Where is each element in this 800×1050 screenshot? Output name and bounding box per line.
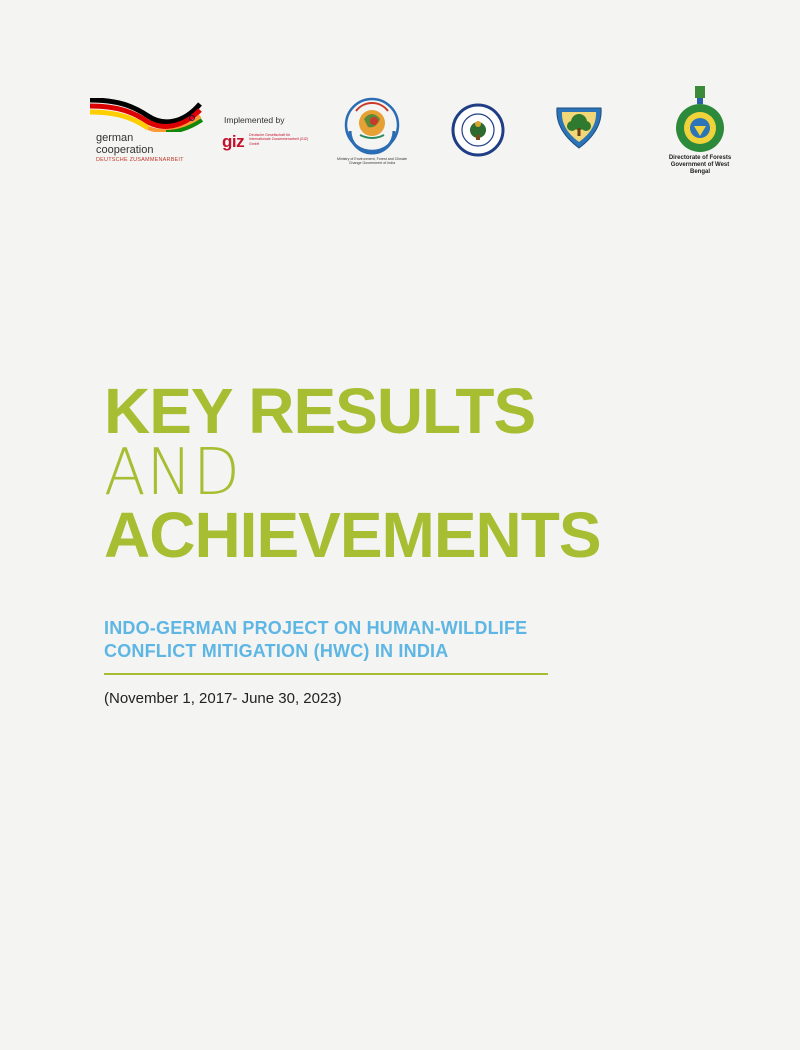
tree-shield-icon	[551, 102, 607, 152]
flag-wave-icon	[88, 98, 208, 132]
giz-full-name: Deutsche Gesellschaft für Internationale Zusammenarbeit (GIZ) GmbH	[249, 133, 309, 146]
logo-row	[0, 0, 800, 200]
title-line-1: KEY RESULTS	[104, 375, 536, 447]
moef-emblem-icon	[336, 95, 408, 157]
title-line-2	[104, 436, 601, 510]
moef-logo	[336, 95, 408, 177]
title-line-3: ACHIEVEMENTS	[104, 499, 601, 571]
subtitle-line-2: CONFLICT MITIGATION (HWC) IN INDIA	[104, 641, 449, 661]
west-bengal-caption	[664, 155, 736, 176]
project-dates: (November 1, 2017- June 30, 2023)	[104, 690, 342, 707]
wb-caption-line2: Government of West Bengal	[670, 162, 730, 175]
wb-caption-line1: Directorate of Forests	[668, 155, 732, 161]
german-cooperation-text	[96, 132, 184, 164]
moef-caption: Ministry of Environment, Forest and Climate Change Government of India	[337, 157, 407, 166]
german-cooperation-logo	[88, 98, 208, 168]
divider-rule	[104, 673, 548, 675]
gc-line2: cooperation	[96, 144, 154, 156]
gc-line1: german	[96, 132, 134, 144]
west-bengal-emblem-icon	[664, 86, 736, 154]
giz-logo	[222, 115, 312, 155]
west-bengal-forests-logo	[664, 86, 736, 175]
project-subtitle	[104, 617, 527, 663]
giz-mark: giz	[222, 132, 245, 151]
forest-department-seal-icon	[451, 103, 505, 157]
title-line-2-text: AND	[104, 436, 241, 510]
subtitle-line-1: INDO-GERMAN PROJECT ON HUMAN-WILDLIFE	[104, 618, 528, 638]
document-title	[104, 375, 601, 571]
karnataka-forest-department-seal	[451, 103, 505, 157]
gc-line3: DEUTSCHE ZUSAMMENARBEIT	[96, 157, 184, 163]
implemented-by-label: Implemented by	[224, 115, 285, 125]
forest-department-emblem	[551, 102, 607, 152]
